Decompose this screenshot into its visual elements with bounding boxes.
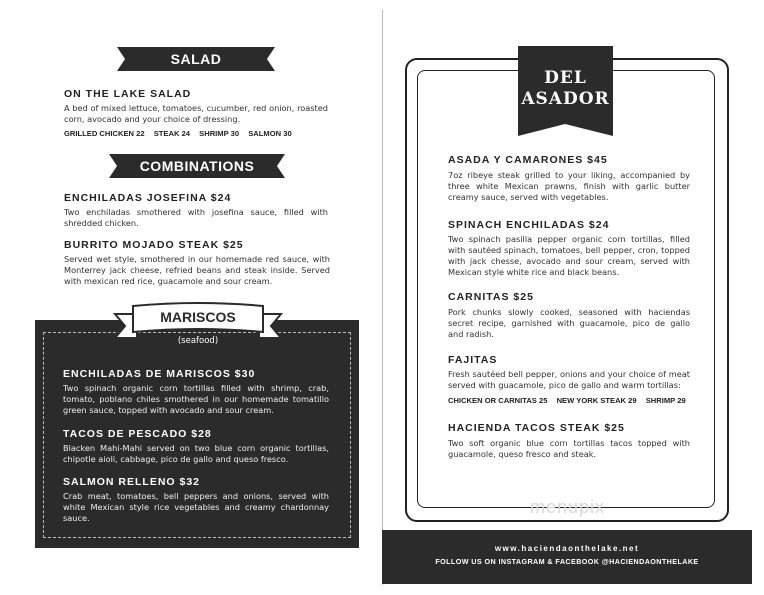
asador-item-name: ASADA Y CAMARONES $45	[448, 154, 608, 166]
footer-bar	[382, 530, 752, 584]
asador-item-name: CARNITAS $25	[448, 291, 534, 303]
salad-price-option: SALMON 30	[248, 129, 292, 138]
combinations-heading: COMBINATIONS	[117, 154, 277, 178]
combination-item-name: ENCHILADAS JOSEFINA $24	[64, 192, 232, 204]
salad-price-list	[64, 129, 299, 138]
asador-item-description: Fresh sautéed bell pepper, onions and your choice of meat served with guacamole, pico de gallo and warm tortillas:	[448, 369, 690, 390]
asador-item-description: 7oz ribeye steak grilled to your liking, accompanied by three white Mexican prawns, finish with garlic butter creamy sauce, served with vegetables.	[448, 170, 690, 202]
salad-price-option: GRILLED CHICKEN 22	[64, 129, 145, 138]
salad-price-option: SHRIMP 30	[199, 129, 240, 138]
asador-item-description: Two spinach pasilla pepper organic corn tortillas, filled with sautéed spinach, tomatoes, bell pepper, cron, topped with jack chesse, avocado and sour cream, served with Mexican style white rice and black beans.	[448, 234, 690, 277]
mariscos-item-name: ENCHILADAS DE MARISCOS $30	[63, 368, 256, 380]
fajitas-price-option: NEW YORK STEAK 29	[556, 396, 637, 405]
asador-item-name: HACIENDA TACOS STEAK $25	[448, 422, 625, 434]
asador-item-name: SPINACH ENCHILADAS $24	[448, 219, 610, 231]
mariscos-item-description: Crab meat, tomatoes, bell peppers and onions, served with white Mexican style rice vegetables and creamy chardonnay sauce.	[63, 491, 329, 523]
combination-item-description: Two enchiladas smothered with josefina sauce, filled with shredded chicken.	[64, 207, 328, 228]
combinations-banner	[109, 154, 285, 178]
mariscos-item-name: SALMON RELLENO $32	[63, 476, 201, 488]
salad-heading: SALAD	[125, 47, 267, 71]
combination-item-name: BURRITO MOJADO STEAK $25	[64, 239, 244, 251]
asador-item-description: Pork chunks slowly cooked, seasoned with haciendas secret recipe, garnished with guacamole, pico de gallo and radish.	[448, 307, 690, 339]
mariscos-item-name: TACOS DE PESCADO $28	[63, 428, 212, 440]
salad-price-option: STEAK 24	[153, 129, 191, 138]
watermark: menupix	[530, 497, 606, 517]
footer-website-link[interactable]: www.haciendaonthelake.net	[494, 544, 640, 553]
fajitas-price-option: CHICKEN OR CARNITAS 25	[448, 396, 548, 405]
mariscos-item-description: Two spinach organic corn tortillas filled with shrimp, crab, tomato, poblano chiles smothered in our homemade tomatillo green sauce, topped with avocado and sour cream.	[63, 383, 329, 415]
footer-social-text: FOLLOW US ON INSTAGRAM & FACEBOOK @HACIENDAONTHELAKE	[435, 557, 699, 566]
del-asador-banner	[518, 46, 613, 124]
mariscos-heading: MARISCOS	[160, 309, 236, 325]
del-asador-heading: DEL ASADOR	[521, 68, 610, 109]
salad-item-description: A bed of mixed lettuce, tomatoes, cucumber, red onion, roasted corn, avocado and your choice of dressing.	[64, 103, 328, 124]
salad-banner	[117, 47, 275, 71]
fajitas-price-option: SHRIMP 29	[645, 396, 686, 405]
fajitas-price-list	[448, 396, 693, 405]
salad-item-name: ON THE LAKE SALAD	[64, 88, 192, 100]
mariscos-item-description: Blacken Mahi-Mahi served on two blue corn organic tortillas, chipotle aioli, cabbage, pico de gallo and queso fresco.	[63, 443, 329, 464]
page-divider	[382, 10, 383, 585]
asador-item-name: FAJITAS	[448, 354, 498, 366]
combination-item-description: Served wet style, smothered in our homemade red sauce, with Monterrey jack cheese, refried beans and steak inside. Served with mexican red rice, guacamole and sour cream.	[64, 254, 330, 286]
mariscos-subheading: (seafood)	[177, 336, 219, 346]
asador-item-description: Two soft organic blue corn tortillas tacos topped with guacamole, queso fresco and steak.	[448, 438, 690, 459]
